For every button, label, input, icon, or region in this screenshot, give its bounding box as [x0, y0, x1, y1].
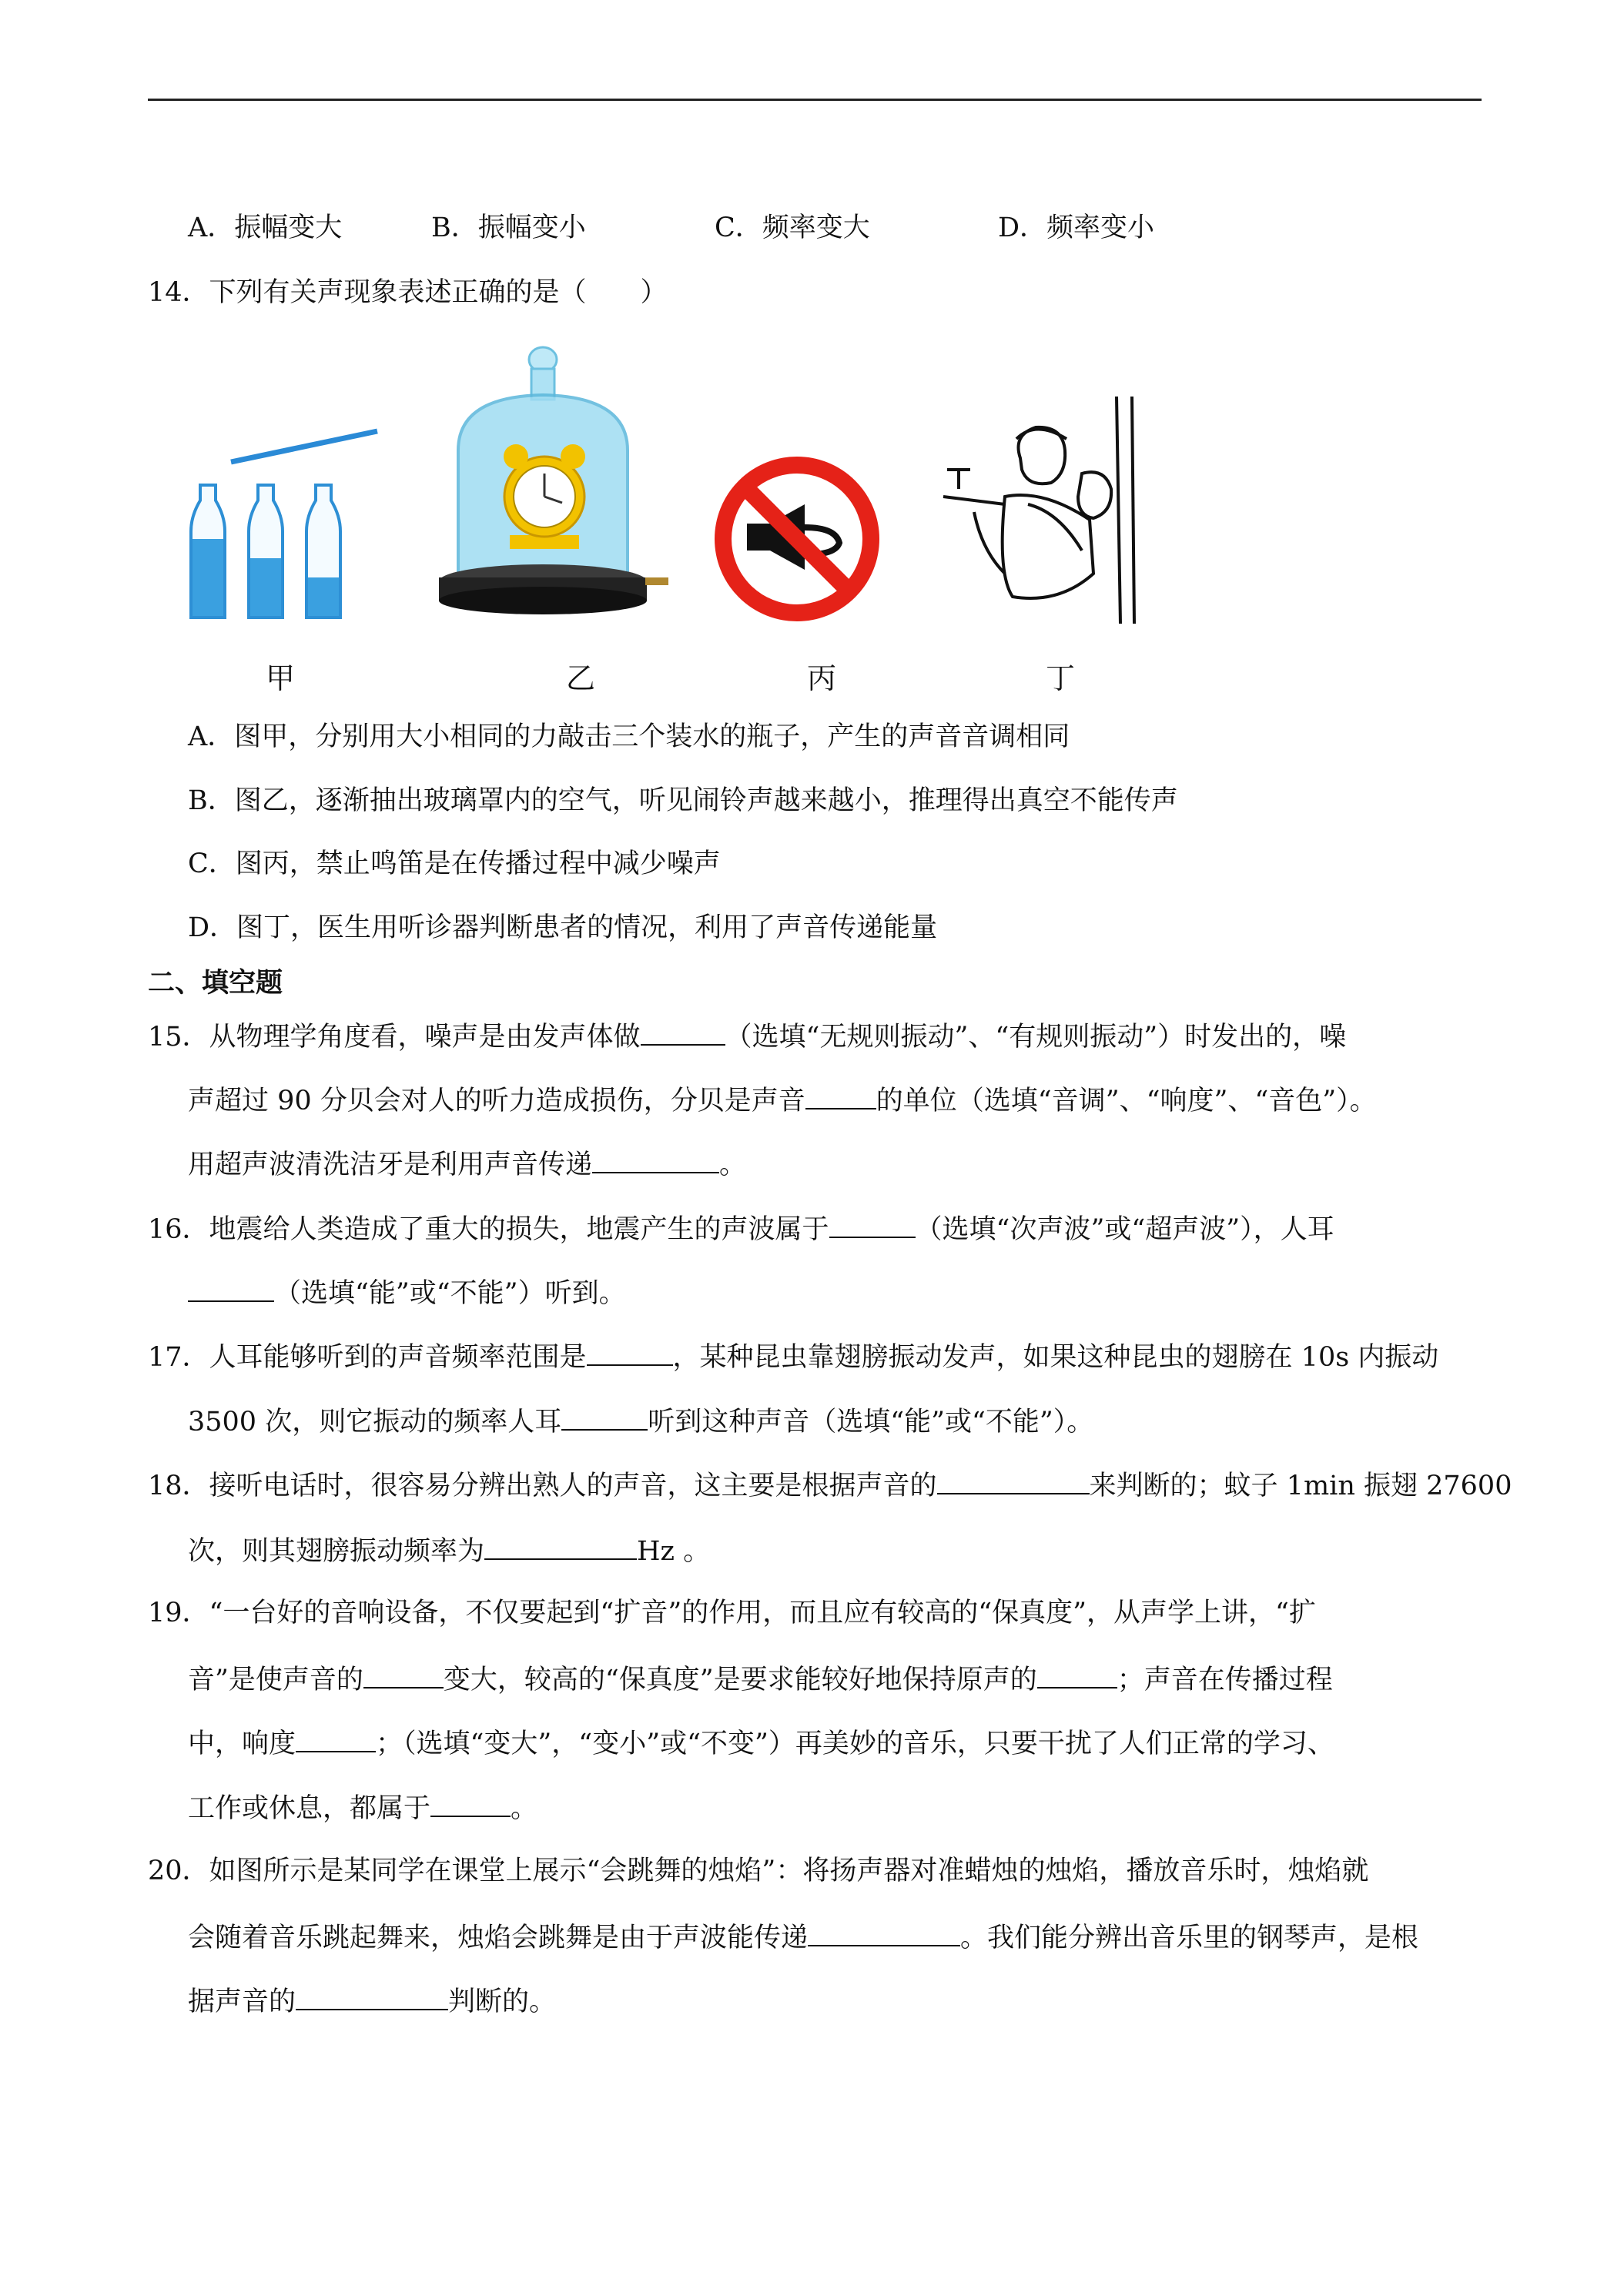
q15-line1 — [148, 1018, 1346, 1054]
q15-text: 声超过 90 分贝会对人的听力造成损伤，分贝是声音 — [188, 1086, 805, 1116]
q20-line2 — [188, 1919, 1418, 1955]
q15-line2 — [188, 1082, 1377, 1118]
q18-text: Hz 。 — [637, 1536, 711, 1567]
q19-text: 音”是使声音的 — [188, 1665, 363, 1695]
q19-line2 — [188, 1661, 1333, 1697]
q16-text: （选填“能”或“不能”）听到。 — [274, 1278, 626, 1309]
q20-text: 据声音的 — [188, 1986, 296, 2017]
q20-line1: 20．如图所示是某同学在课堂上展示“会跳舞的烛焰”：将扬声器对准蜡烛的烛焰，播放音乐时，烛焰就 — [148, 1856, 1369, 1886]
q15-text: 的单位（选填“音调”、“响度”、“音色”）。 — [876, 1086, 1377, 1116]
q16-text: 16．地震给人类造成了重大的损失，地震产生的声波属于 — [148, 1214, 829, 1245]
q16-blank-2[interactable] — [188, 1274, 274, 1302]
bottle-3 — [306, 485, 340, 618]
q17-text: 听到这种声音（选填“能”或“不能”）。 — [648, 1407, 1094, 1438]
figure-jia-bottles — [185, 416, 385, 631]
q18-blank-1[interactable] — [937, 1467, 1090, 1494]
q18-line2 — [188, 1532, 710, 1568]
q16-text: （选填“次声波”或“超声波”），人耳 — [915, 1214, 1334, 1245]
q20-text: 。我们能分辨出音乐里的钢琴声，是根 — [960, 1923, 1419, 1953]
figure-ding-doctor-sketch — [928, 397, 1143, 624]
q16-line1 — [148, 1210, 1334, 1247]
q18-text: 18．接听电话时，很容易分辨出熟人的声音，这主要是根据声音的 — [148, 1471, 937, 1501]
bottle-1 — [191, 485, 225, 618]
caption-jia: 甲 — [266, 661, 296, 695]
q19-line4 — [188, 1789, 537, 1826]
q19-line3 — [188, 1725, 1334, 1761]
q20-blank-1[interactable] — [808, 1919, 960, 1946]
q17-line2 — [188, 1403, 1093, 1439]
q19-blank-2[interactable] — [1037, 1661, 1117, 1689]
q18-blank-2[interactable] — [484, 1532, 637, 1560]
q19-text: 工作或休息，都属于 — [188, 1793, 431, 1824]
q14-option-d[interactable]: D．图丁，医生用听诊器判断患者的情况，利用了声音传递能量 — [188, 912, 938, 943]
q19-text: 。 — [511, 1793, 538, 1824]
q14-option-b[interactable]: B．图乙，逐渐抽出玻璃罩内的空气，听见闹铃声越来越小，推理得出真空不能传声 — [188, 785, 1178, 816]
q20-blank-2[interactable] — [296, 1983, 448, 2010]
q17-blank-1[interactable] — [587, 1338, 673, 1366]
section-title: 二、填空题 — [148, 968, 283, 999]
q15-text: 15．从物理学角度看，噪声是由发声体做 — [148, 1022, 641, 1053]
q14-stem: 14．下列有关声现象表述正确的是（ ） — [148, 277, 668, 308]
q13-option-d[interactable]: D．频率变小 — [998, 213, 1155, 243]
q17-text: 3500 次，则它振动的频率人耳 — [188, 1407, 562, 1438]
q17-text: 17．人耳能够听到的声音频率范围是 — [148, 1342, 587, 1373]
q18-text: 来判断的；蚊子 1min 振翅 27600 — [1089, 1471, 1512, 1501]
q13-option-b[interactable]: B．振幅变小 — [431, 213, 586, 243]
q17-blank-2[interactable] — [561, 1403, 648, 1431]
q19-line1: 19．“一台好的音响设备，不仅要起到“扩音”的作用，而且应有较高的“保真度”，从声学上讲，“扩 — [148, 1598, 1316, 1628]
q19-text: 变大，较高的“保真度”是要求能较好地保持原声的 — [443, 1665, 1037, 1695]
q19-text: 中，响度 — [188, 1729, 296, 1759]
q19-text: ；（选填“变大”，“变小”或“不变”）再美妙的音乐，只要干扰了人们正常的学习、 — [376, 1729, 1334, 1759]
q19-blank-1[interactable] — [363, 1661, 444, 1689]
q16-line2 — [188, 1274, 626, 1310]
bottle-2 — [249, 485, 283, 618]
caption-bing: 丙 — [807, 661, 837, 695]
caption-yi: 乙 — [566, 661, 596, 695]
q17-text: ，某种昆虫靠翅膀振动发声，如果这种昆虫的翅膀在 10s 内振动 — [672, 1342, 1439, 1373]
q20-line3 — [188, 1983, 556, 2019]
q13-option-c[interactable]: C．频率变大 — [715, 213, 870, 243]
q18-line1 — [148, 1467, 1512, 1503]
q19-blank-3[interactable] — [296, 1725, 376, 1752]
q15-text: 用超声波清洗洁牙是利用声音传递 — [188, 1150, 593, 1180]
q15-blank-1[interactable] — [641, 1018, 725, 1046]
q18-text: 次，则其翅膀振动频率为 — [188, 1536, 485, 1567]
figure-yi-bell-jar — [439, 343, 678, 628]
q14-option-c[interactable]: C．图丙，禁止鸣笛是在传播过程中减少噪声 — [188, 848, 721, 879]
q19-text: ；声音在传播过程 — [1117, 1665, 1333, 1695]
q14-option-a[interactable]: A．图甲，分别用大小相同的力敲击三个装水的瓶子，产生的声音音调相同 — [188, 721, 1070, 752]
q13-option-a[interactable]: A．振幅变大 — [188, 213, 343, 243]
q19-blank-4[interactable] — [430, 1789, 511, 1817]
q15-text: （选填“无规则振动”、“有规则振动”）时发出的，噪 — [725, 1022, 1347, 1053]
header-rule — [148, 99, 1482, 101]
q15-blank-3[interactable] — [592, 1146, 719, 1173]
figure-bing-no-horn-sign — [712, 454, 882, 624]
q15-blank-2[interactable] — [805, 1082, 876, 1110]
q15-line3 — [188, 1146, 746, 1182]
q20-text: 会随着音乐跳起舞来，烛焰会跳舞是由于声波能传递 — [188, 1923, 809, 1953]
q17-line1 — [148, 1338, 1438, 1374]
q15-text: 。 — [719, 1150, 747, 1180]
caption-ding: 丁 — [1046, 661, 1076, 695]
q20-text: 判断的。 — [448, 1986, 557, 2017]
q16-blank-1[interactable] — [829, 1210, 916, 1238]
